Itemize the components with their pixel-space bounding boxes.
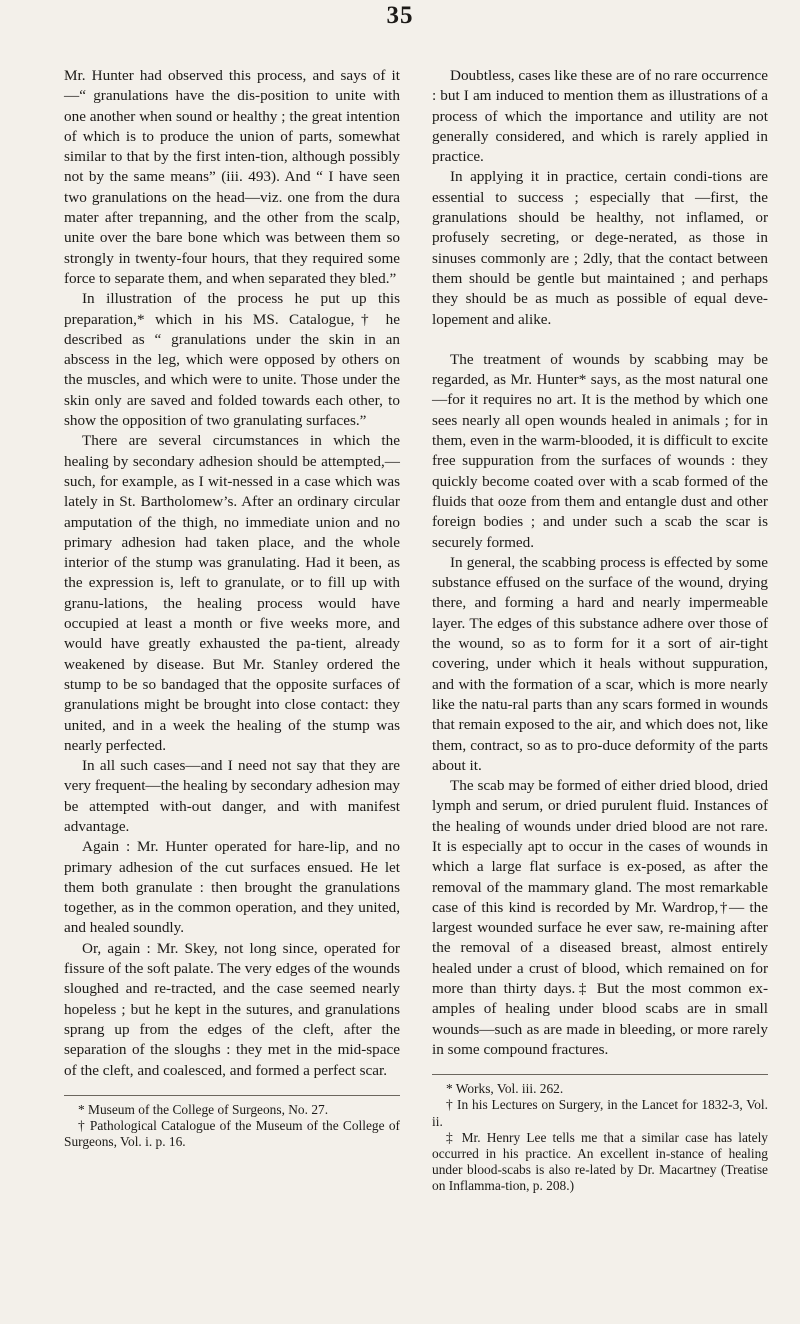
body-paragraph: Again : Mr. Hunter operated for hare-lip, and no primary adhesion of the cut surfaces ensued. He let them both granulate : then brought the granulations together, as in the common operation, and they united, and healed soundly. — [64, 838, 400, 937]
footnote: † In his Lectures on Surgery, in the Lancet for 1832-3, Vol. ii. — [432, 1097, 768, 1129]
footnotes — [64, 1095, 400, 1151]
body-paragraph: In illustration of the process he put up this preparation,* which in his MS. Catalogue,† he described as “ granulations under the skin in an abscess in the leg, which were opposed by others on the muscles, and which were to unite. Those under the skin only are saved and folded towards each other, to show the opposition of two granulating surfaces.” — [64, 290, 400, 430]
body-paragraph: The scab may be formed of either dried blood, dried lymph and serum, or dried purulent fluid. Instances of the healing of wounds under dried blood are not rare. It is especially apt to occur in the cases of wounds in which a large flat surface is ex-posed, as after the removal of the mammary gland. The most remarkable case of this kind is recorded by Mr. Wardrop,†— the largest wounded surface he ever saw, re-maining after the removal of a diseased breast, almost entirely healed under a crust of blood, which remained on for more than thirty days.‡ But the most common ex-amples of healing under blood scabs are in small wounds—such as are made in bleeding, or more rarely in some compound fractures. — [432, 777, 768, 1058]
body-paragraph: Mr. Hunter had observed this process, and says of it—“ granulations have the dis-position to unite with one another when sound or healthy ; the great intention of which is to produce the union of parts, somewhat similar to that by the first inten-tion, although possibly not by the same means” (iii. 493). And “ I have seen two granulations on the head—viz. one from the dura mater after trepanning, and the other from the scalp, unite over the bare bone which was between them so strongly in twenty-four hours, that they required some force to separate them, and when separated they bled.” — [64, 67, 400, 287]
footnote: * Museum of the College of Surgeons, No. 27. — [78, 1101, 329, 1117]
footnotes — [432, 1074, 768, 1194]
body-paragraph: In applying it in practice, certain condi-tions are essential to success ; especially that —first, the granulations should be healthy, not inflamed, or profusely secreting, or dege-nerated, as those in sinuses commonly are ; 2dly, that the contact between them should be gentle but maintained ; and perhaps they should be as much as possible of equal deve-lopement and alike. — [432, 168, 768, 328]
body-paragraph: In general, the scabbing process is effected by some substance effused on the surface of the wound, drying there, and forming a hard and nearly impermeable layer. The edges of this substance adhere over those of the wound, so as to form for it a sort of air-tight covering, under which it heals without suppuration, and with the formation of a scar, which is more nearly like the natu-ral parts than any scars formed in wounds that remain exposed to the air, and which does not, like them, contract, so as to pro-duce deformity of the parts about it. — [432, 553, 768, 774]
left-column — [64, 66, 400, 1150]
body-paragraph: Or, again : Mr. Skey, not long since, operated for fissure of the soft palate. The very edges of the wounds sloughed and re-tracted, and the case seemed nearly hopeless ; but he kept in the sutures, and granulations sprang up from the edges of the cleft, after the separation of the sloughs : they met in the mid-space of the cleft, and coalesced, and formed a perfect scar. — [64, 939, 400, 1079]
body-paragraph: There are several circumstances in which the healing by secondary adhesion should be attempted,—such, for example, as I wit-nessed in a case which was lately in St. Bartholomew’s. After an ordinary circular amputation of the thigh, no immediate union and no primary adhesion had taken place, and the whole interior of the stump was granulating. Had it been, as the expression is, left to granulate, or to fill up with granu-lations, the healing process would have occupied at least a month or five weeks more, and would have greatly exhausted the pa-tient, already weakened by disease. But Mr. Stanley ordered the stump to be so bandaged that the opposite surfaces of granulations might be brought into close contact: they united, and in a week the healing of the stump was nearly perfected. — [64, 432, 400, 754]
body-paragraph: In all such cases—and I need not say that they are very frequent—the healing by secondary adhesion may be attempted with-out danger, and with manifest advantage. — [64, 757, 400, 835]
footnote: † Pathological Catalogue of the Museum of the College of Surgeons, Vol. i. p. 16. — [64, 1118, 400, 1150]
page-number: 35 — [386, 2, 414, 29]
body-paragraph: The treatment of wounds by scabbing may be regarded, as Mr. Hunter* says, as the most natural one—for it requires no art. It is the method by which one sees nearly all open wounds healed in animals ; for in them, even in the warm-blooded, it is difficult to excite free suppuration from the surfaces of wounds : they quickly become coated over with a scab formed of the fluids that ooze from them and entangle dust and other foreign bodies ; and under such a scab the scar is securely formed. — [432, 350, 768, 551]
footnote: ‡ Mr. Henry Lee tells me that a similar case has lately occurred in his practice. An excellent in-stance of healing under blood-scabs is also re-lated by Dr. Macartney (Treatise on Inflamma-tion, p. 208.) — [432, 1129, 768, 1194]
body-paragraph: Doubtless, cases like these are of no rare occurrence : but I am induced to mention them as illustrations of a process of which the importance and utility are not generally considered, and which is rarely applied in practice. — [432, 67, 768, 166]
right-column — [432, 66, 768, 1195]
footnote: * Works, Vol. iii. 262. — [446, 1081, 564, 1097]
